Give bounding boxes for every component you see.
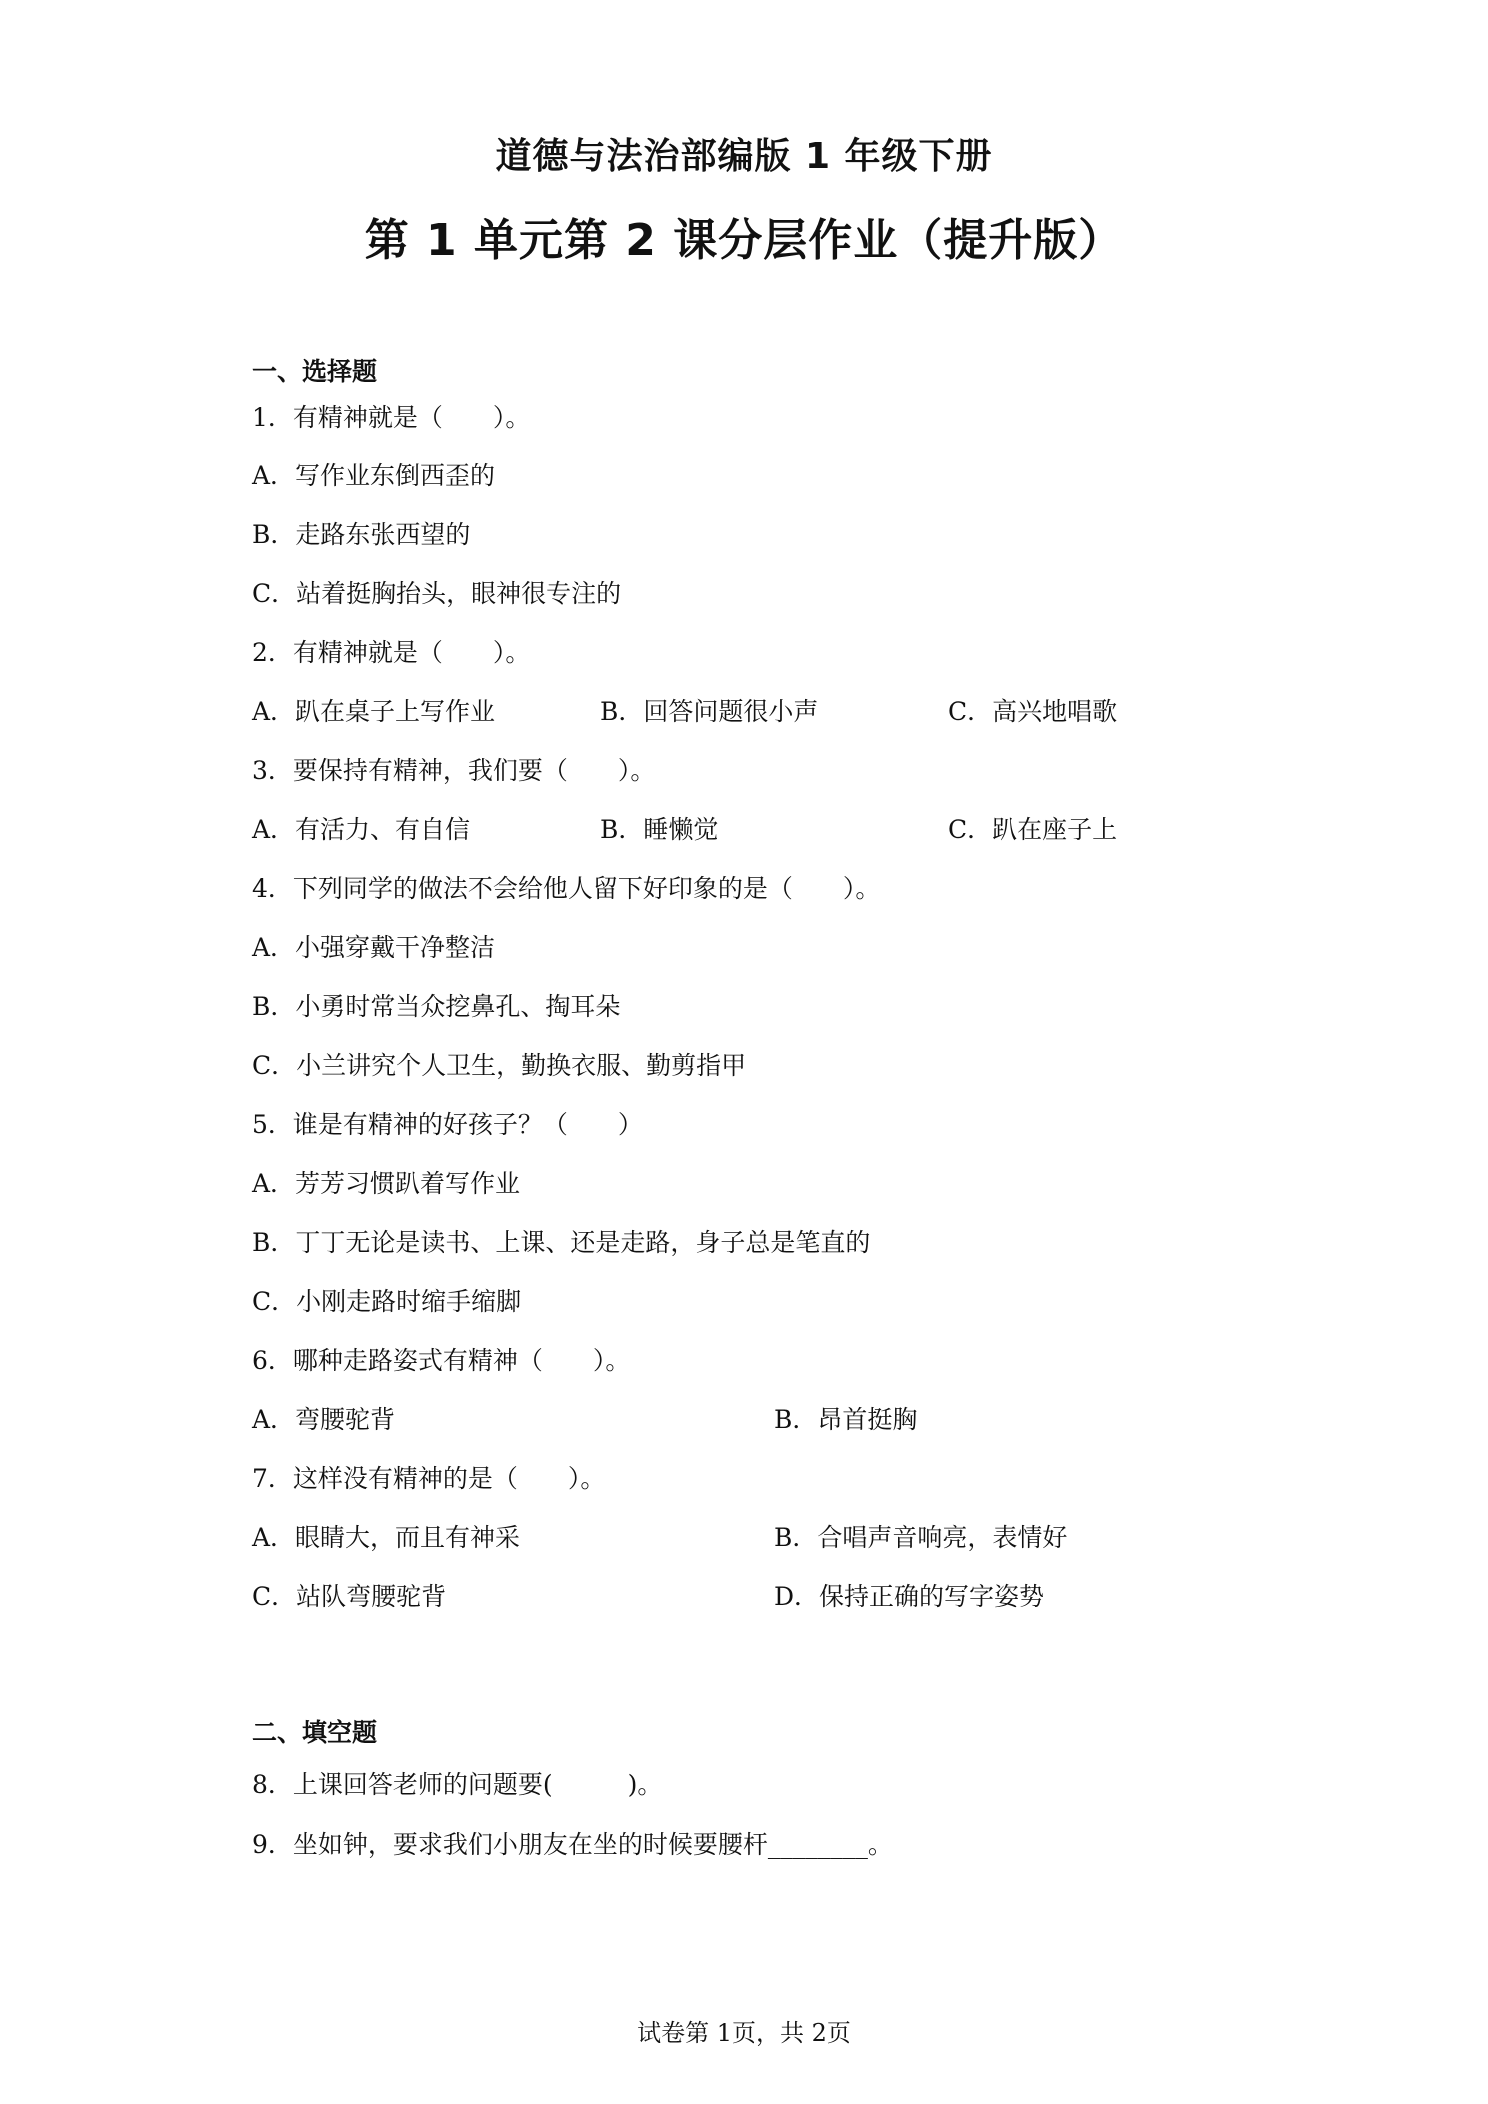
section-heading-fill: 二、填空题 <box>252 1718 378 1747</box>
question-1-option-b: B．走路东张西望的 <box>252 520 471 549</box>
question-7-option-c: C．站队弯腰驼背 <box>252 1582 447 1611</box>
question-1-stem: 1．有精神就是（ ）。 <box>252 403 531 432</box>
page-footer: 试卷第 1页，共 2页 <box>637 2019 851 2047</box>
question-7-option-b: B．合唱声音响亮，表情好 <box>774 1523 1068 1552</box>
question-6-option-b: B．昂首挺胸 <box>774 1405 918 1434</box>
question-3-option-a: A．有活力、有自信 <box>252 815 471 844</box>
document-subtitle: 第 1 单元第 2 课分层作业（提升版） <box>364 215 1124 266</box>
question-2-stem: 2．有精神就是（ ）。 <box>252 638 531 667</box>
question-5-stem: 5．谁是有精神的好孩子？（ ） <box>252 1110 643 1139</box>
question-7-option-a: A．眼睛大，而且有神采 <box>252 1523 521 1552</box>
question-4-option-a: A．小强穿戴干净整洁 <box>252 933 496 962</box>
question-7-option-d: D．保持正确的写字姿势 <box>774 1582 1045 1611</box>
question-6-option-a: A．弯腰驼背 <box>252 1405 396 1434</box>
question-4-option-c: C．小兰讲究个人卫生，勤换衣服、勤剪指甲 <box>252 1051 747 1080</box>
question-7-stem: 7．这样没有精神的是（ ）。 <box>252 1464 606 1493</box>
question-1-option-a: A．写作业东倒西歪的 <box>252 461 496 490</box>
question-2-option-c: C．高兴地唱歌 <box>948 697 1118 726</box>
question-2-option-b: B．回答问题很小声 <box>600 697 819 726</box>
question-3-option-b: B．睡懒觉 <box>600 815 719 844</box>
question-5-option-a: A．芳芳习惯趴着写作业 <box>252 1169 521 1198</box>
question-6-stem: 6．哪种走路姿式有精神（ ）。 <box>252 1346 631 1375</box>
question-1-option-c: C．站着挺胸抬头，眼神很专注的 <box>252 579 622 608</box>
question-4-stem: 4．下列同学的做法不会给他人留下好印象的是（ ）。 <box>252 874 881 903</box>
question-3-option-c: C．趴在座子上 <box>948 815 1118 844</box>
question-3-stem: 3．要保持有精神，我们要（ ）。 <box>252 756 656 785</box>
question-8-stem: 8．上课回答老师的问题要( )。 <box>252 1770 663 1799</box>
question-9-stem: 9．坐如钟，要求我们小朋友在坐的时候要腰杆________。 <box>252 1830 893 1859</box>
section-heading-choice: 一、选择题 <box>252 357 378 386</box>
document-title: 道德与法治部编版 1 年级下册 <box>495 136 993 177</box>
question-5-option-b: B．丁丁无论是读书、上课、还是走路，身子总是笔直的 <box>252 1228 871 1257</box>
question-5-option-c: C．小刚走路时缩手缩脚 <box>252 1287 522 1316</box>
question-4-option-b: B．小勇时常当众挖鼻孔、掏耳朵 <box>252 992 621 1021</box>
question-2-option-a: A．趴在桌子上写作业 <box>252 697 496 726</box>
